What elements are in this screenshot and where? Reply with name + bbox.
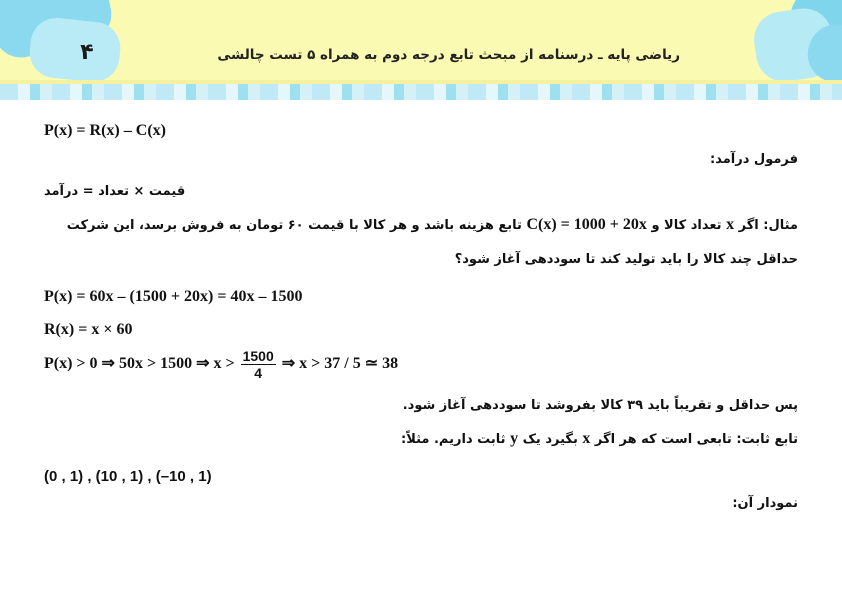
solution-step-1: P(x) = 60x – (1500 + 20x) = 40x – 1500 [44,288,303,305]
example-question: حداقل چند کالا را باید تولید کند تا سوددهی آغاز شود؟ [454,252,798,267]
page-number: ۴ [80,40,94,65]
example-intro-a: مثال: اگر [738,218,798,233]
example-var-x: x [726,216,735,233]
fraction-numerator: 1500 [242,348,274,364]
revenue-formula-text: قیمت × تعداد = درآمد [44,184,186,199]
example-points: (0 , 1) , (10 , 1) , (–10 , 1) [44,468,212,485]
fraction-denominator: 4 [254,365,263,381]
const-fn-x: x [582,430,591,447]
example-intro-b: تعداد کالا و [651,218,722,233]
const-fn-c: ثابت داریم. مثلاً: [401,432,506,447]
solution-step-3 [44,348,398,381]
example-intro-c: تابع هزینه باشد و هر کالا با قیمت ۶۰ تومان به فروش برسد، این شرکت [66,218,522,233]
fraction [241,348,276,381]
page-title: ریاضی پایه ـ درسنامه از مبحث تابع درجه دوم به همراه ۵ تست چالشی [217,47,680,63]
step3-rhs: ⇒ x > 37 / 5 ≃ 38 [281,355,399,373]
solution-step-2: R(x) = x × 60 [44,321,133,338]
example-paragraph [67,216,798,234]
step3-lhs: P(x) > 0 ⇒ 50x > 1500 ⇒ x > [44,355,235,373]
profit-formula: P(x) = R(x) – C(x) [44,122,166,139]
const-fn-b: بگیرد یک [522,432,578,447]
header-pattern-strip [0,84,842,100]
revenue-formula-heading: فرمول درآمد: [710,152,798,167]
conclusion: پس حداقل و تقریباً باید ۳۹ کالا بفروشد تا سوددهی آغاز شود. [402,398,798,413]
constant-function-definition [401,430,798,448]
page-header [0,0,842,100]
graph-heading: نمودار آن: [732,496,798,511]
cost-function: C(x) = 1000 + 20x [526,216,647,233]
const-fn-y: y [510,430,519,447]
const-fn-a: تابع ثابت: تابعی است که هر اگر [594,432,798,447]
